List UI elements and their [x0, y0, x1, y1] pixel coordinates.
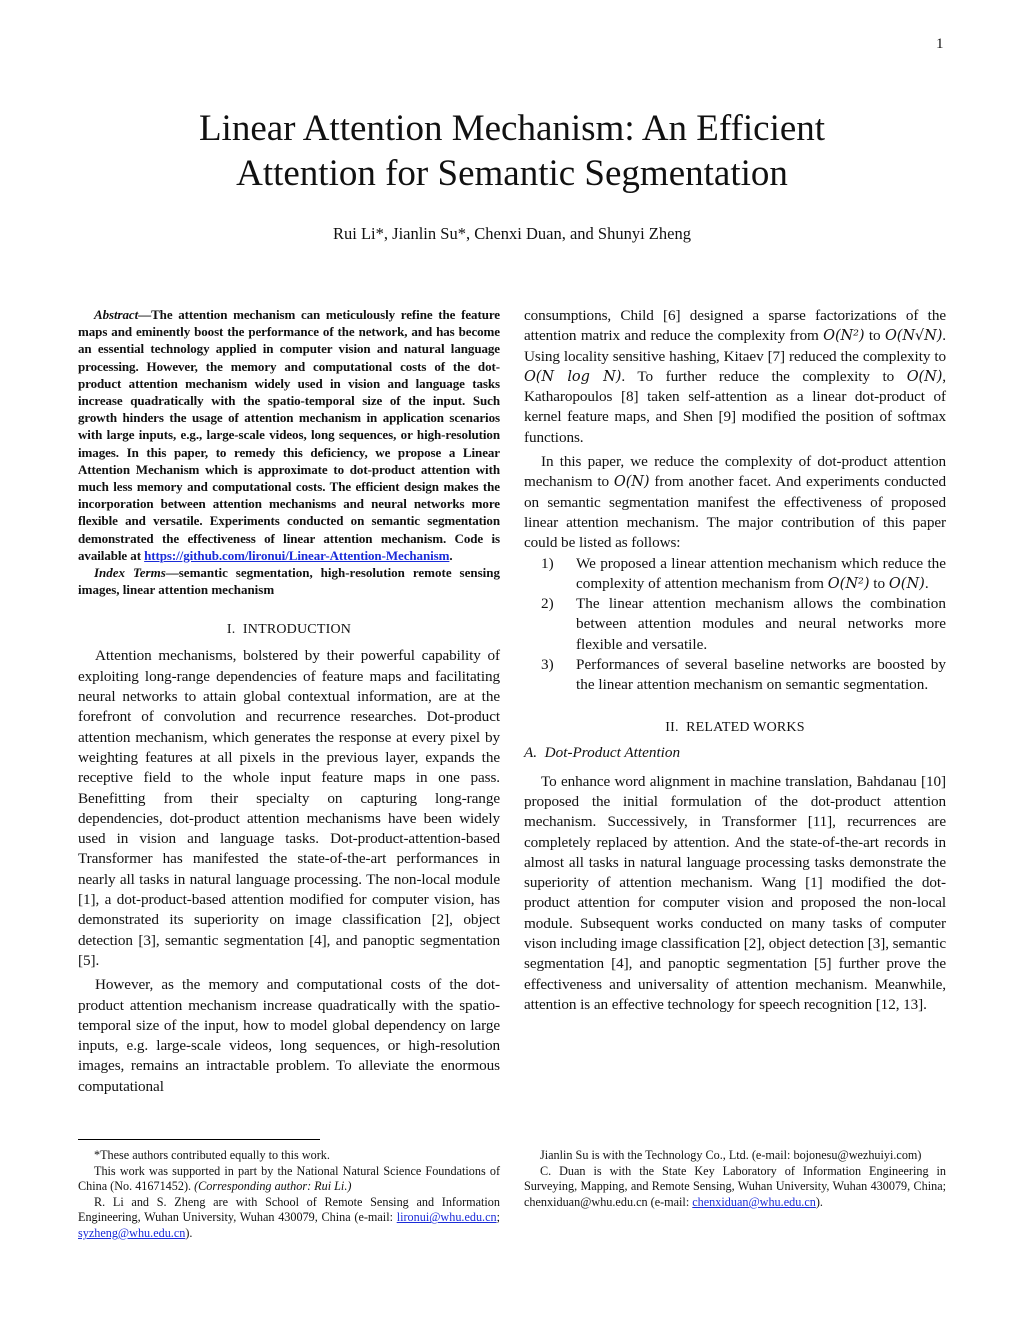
text-run: . Using locality sensitive hashing, Kitaev [7] reduced the complexity to [524, 327, 946, 365]
subsection-heading [524, 744, 946, 762]
footnote-affiliation-li-zheng [78, 1195, 500, 1242]
abstract-text: The attention mechanism can meticulously refine the feature maps and eminently boost the performance of the network, and has become an essential technology applied in computer vision and natural language processing. However, the memory and computational costs of the dot-product attention mechanism widely used in vision and language tasks increase quadratically with the spatio-temporal size of the input. Such growth hinders the usage of attention mechanism in application scenarios with large inputs, e.g., large-scale videos, long sequences, or high-resolution images. In this paper, to remedy this deficiency, we propose a Linear Attention Mechanism which is approximate to dot-product attention with much less memory and computational costs. The efficient design makes the incorporation between attention mechanisms and neural networks more flexible and versatile. Experiments conducted on semantic segmentation demonstrated the effectiveness of linear attention mechanism. Code is available at [78, 307, 500, 563]
email-link-lironui[interactable]: lironui@whu.edu.cn [396, 1210, 497, 1225]
text-run: consumptions, Child [6] designed a sparse factorizations of the attention matrix and reduce the complexity from [524, 307, 946, 345]
math-complexity-n: O(N) [613, 474, 650, 491]
contribution-list [524, 554, 946, 696]
right-column [524, 306, 946, 1015]
index-terms [78, 564, 500, 598]
footnote-affiliation-duan [524, 1164, 946, 1211]
text-run: . [924, 574, 929, 592]
index-terms-text: semantic segmentation, high-resolution remote sensing images, linear attention mechanism [78, 565, 500, 598]
math-complexity-nlogn: O(N log N) [524, 368, 622, 385]
math-complexity-n2: O(N²) [823, 328, 865, 345]
subsection-title: Dot-Product Attention [544, 743, 681, 761]
section-numeral: I. [226, 622, 236, 638]
math-complexity-n: O(N) [906, 368, 943, 385]
section-heading-introduction [78, 622, 500, 638]
abstract [78, 306, 500, 564]
list-item-number: 1) [541, 554, 554, 572]
email-link-syzheng[interactable]: syzheng@whu.edu.cn [78, 1225, 186, 1240]
intro-paragraph-3 [524, 306, 946, 448]
intro-paragraph-4 [524, 452, 946, 553]
math-complexity-n: O(N) [888, 575, 925, 592]
subsection-label: A. [524, 743, 538, 761]
footnotes-right [524, 1148, 946, 1210]
abstract-label: Abstract [94, 307, 139, 322]
text-run: from another facet. And experiments conducted on semantic segmentation manifest the effectiveness of proposed linear attention mechanism. The major contribution of this paper could be listed as follows: [524, 473, 946, 552]
footnote-equal-contribution: *These authors contributed equally to this work. [94, 1148, 330, 1162]
index-terms-label: Index Terms [94, 565, 166, 581]
section-title-first: R [686, 719, 696, 735]
text-run: to [869, 574, 889, 592]
math-complexity-nsqrtn: O(N√N) [884, 328, 943, 345]
text-run: , Katharopoulos [8] taken self-attention as a linear dot-product of kernel feature maps, and Shen [9] modified the position of softmax functions. [524, 367, 946, 446]
list-item-number: 2) [541, 595, 554, 613]
left-column [78, 306, 500, 1097]
abstract-dash: — [138, 307, 152, 322]
index-terms-dash: — [165, 565, 179, 581]
text-run: R. Li and S. Zheng are with School of Remote Sensing and Information Engineering, Wuhan University, Wuhan 430079, China (e-mail: [78, 1194, 500, 1225]
abstract-end: . [449, 547, 453, 563]
section-heading-related-works [524, 720, 946, 736]
footnote-funding [78, 1164, 500, 1195]
footnote-rule [78, 1139, 320, 1140]
list-item [524, 655, 946, 696]
text-run: to [864, 327, 885, 345]
list-item-number: 3) [541, 656, 554, 674]
text-run: C. Duan is with the State Key Laboratory of Information Engineering in Surveying, Mapping, and Remote Sensing, Wuhan University, Wuhan 430079, China; chenxiduan@whu.edu.cn (e-mail: [524, 1163, 946, 1209]
text-run: ). [185, 1225, 193, 1240]
text-run: . To further reduce the complexity to [621, 367, 907, 385]
section-numeral: II. [665, 719, 679, 735]
paper-title [100, 106, 924, 196]
text-run: Performances of several baseline networks are boosted by the linear attention mechanism on semantic segmentation. [576, 656, 946, 694]
footnote-affiliation-su: Jianlin Su is with the Technology Co., Ltd. (e-mail: bojonesu@wezhuiyi.com) [540, 1148, 922, 1162]
footnotes-left [78, 1148, 500, 1242]
page-number: 1 [936, 36, 944, 52]
math-complexity-n2: O(N²) [827, 575, 870, 592]
code-link[interactable]: https://github.com/lironui/Linear-Attention-Mechanism [144, 547, 450, 563]
text-run: ; [496, 1210, 500, 1225]
text-run: The linear attention mechanism allows the combination between attention modules and neural networks more flexible and versatile. [576, 595, 946, 653]
text-run: ). [815, 1194, 823, 1209]
section-title-first: I [242, 622, 248, 638]
section-title-rest: ELATED WORKS [695, 719, 805, 735]
text-run: In this paper, we reduce the complexity of dot-product attention mechanism to [524, 453, 946, 491]
section-title-rest: NTRODUCTION [247, 622, 352, 638]
text-run: This work was supported in part by the National Natural Science Foundations of China (No. 41671452). [78, 1163, 500, 1194]
intro-paragraph-2: However, as the memory and computational costs of the dot-product attention mechanism increase quadratically with the spatio-temporal size of the input, how to model global dependency on large inputs, e.g. large-scale videos, long sequences, or high-resolution images, remains an intractable problem. To alleviate the enormous computational [78, 976, 500, 1095]
list-item [524, 594, 946, 655]
author-list: Rui Li*, Jianlin Su*, Chenxi Duan, and Shunyi Zheng [333, 224, 691, 243]
list-item [524, 554, 946, 595]
corresponding-author: (Corresponding author: Rui Li.) [194, 1179, 352, 1194]
email-link-chenxiduan[interactable]: chenxiduan@whu.edu.cn [692, 1194, 816, 1209]
intro-paragraph-1: Attention mechanisms, bolstered by their powerful capability of exploiting long-range dependencies of feature maps and facilitating neural networks to attain global contextual information, are at the forefront of convolution and recurrence researches. Dot-product attention mechanism, which generates the response at every pixel by weighting features at all pixels in the previous layer, expands the receptive field to the whole input feature maps in one pass. Benefitting from their specialty on capturing long-range dependencies, dot-product attention mechanisms have been widely used in vision and language tasks. Dot-product-attention-based Transformer has manifested the state-of-the-art performances in nearly all tasks in natural language processing. The non-local module [1], a dot-product-based attention modified for computer vision, has demonstrated its superiority on image classification [2], object detection [3], semantic segmentation [4], and panoptic segmentation [5]. [78, 647, 500, 969]
title-line-1: Linear Attention Mechanism: An Efficient [198, 108, 826, 149]
title-line-2: Attention for Semantic Segmentation [236, 153, 788, 194]
text-run: We proposed a linear attention mechanism which reduce the complexity of attention mechanism from [576, 554, 946, 592]
related-works-paragraph: To enhance word alignment in machine translation, Bahdanau [10] proposed the initial formulation of the dot-product attention mechanism. Successively, in Transformer [11], recurrences are completely replaced by attention. And the state-of-the-art records in almost all tasks in natural language processing tasks demonstrate the superiority of attention mechanism. Wang [1] modified the dot-product attention for computer vision and proposed the non-local module. Subsequent works conducted on many tasks of computer vison including image classification [2], object detection [3], semantic segmentation [4], and panoptic segmentation [5] further prove the effectiveness and universality of attention mechanism. Meanwhile, attention is an effective technology for speech recognition [12, 13]. [524, 772, 946, 1013]
